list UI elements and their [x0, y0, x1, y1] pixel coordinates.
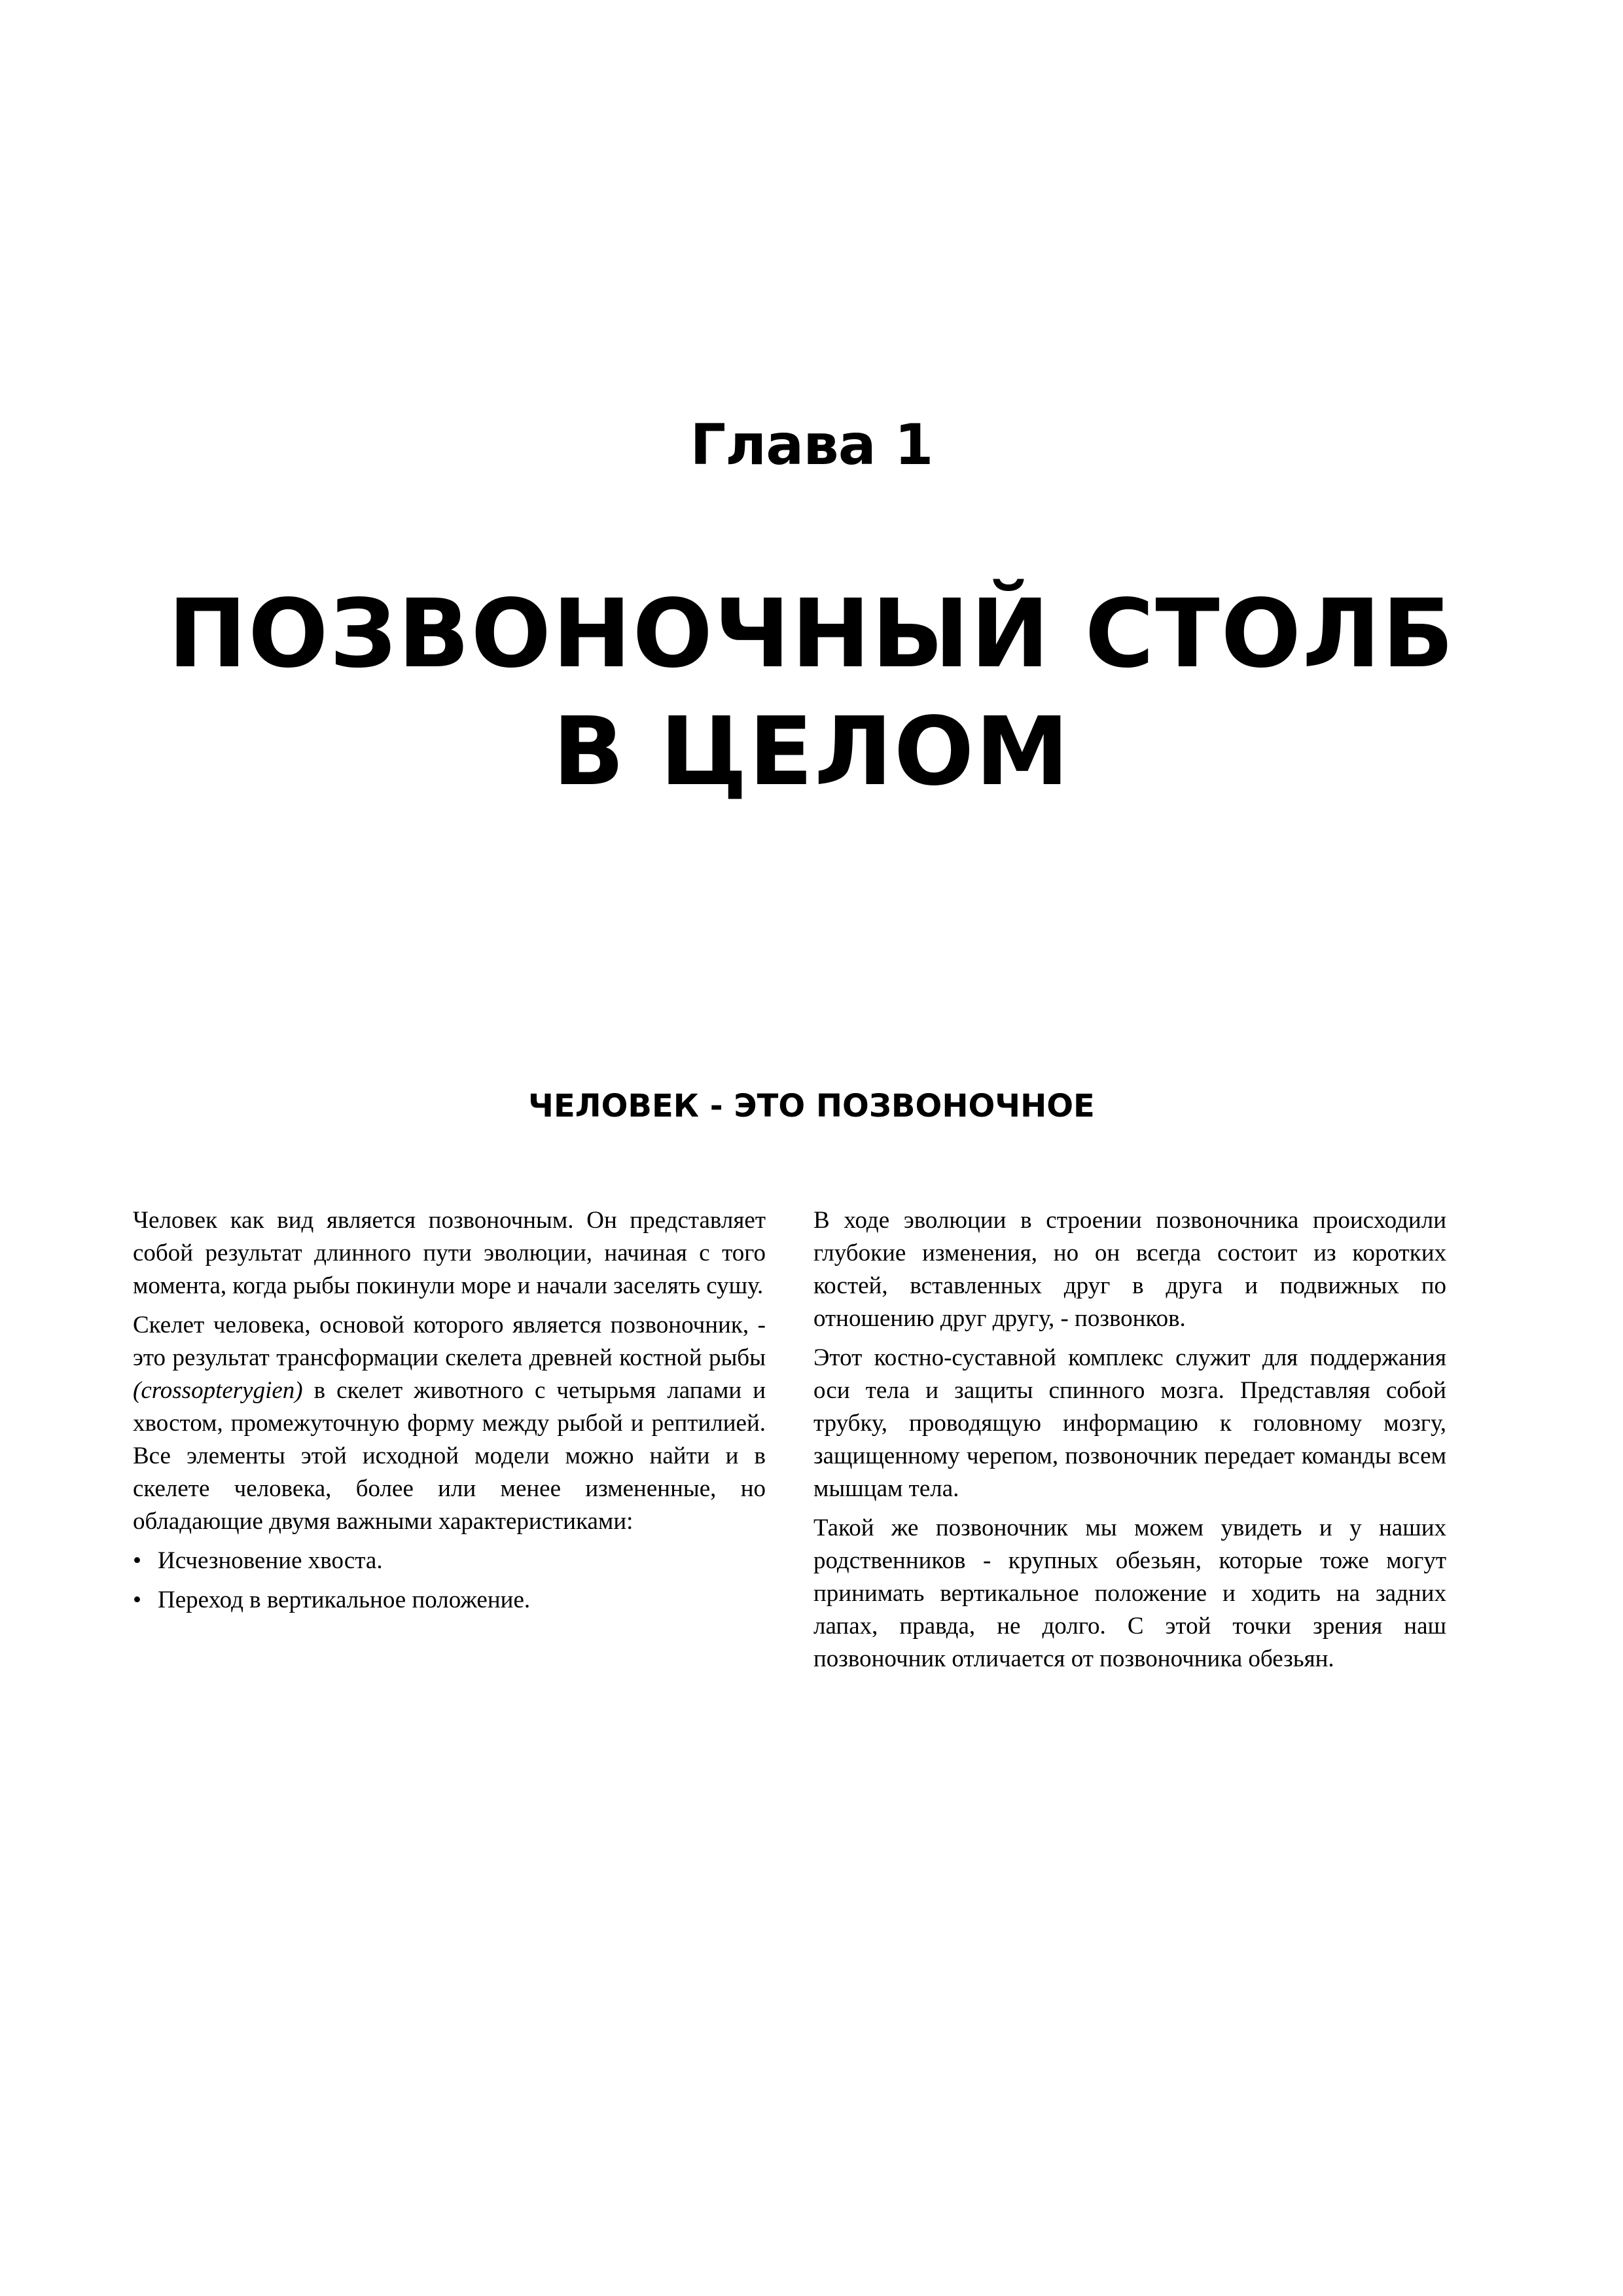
left-paragraph-2-end: в скелет животного с четырьмя лапами и хвостом, промежуточную форму между рыбой и рептилией. Все элементы этой исходной модели можно найти и в скелете человека, более или менее измененные, но обладающие двумя важными характеристиками: [133, 1377, 766, 1535]
right-paragraph-1: В ходе эволюции в строении позвоночника происходили глубокие изменения, но он всегда состоит из коротких костей, вставленных друг в друга и подвижных по отношению друг другу, - позвонков. [813, 1207, 1446, 1332]
right-paragraph-2: Этот костно-суставной комплекс служит для поддержания оси тела и защиты спинного мозга. Представляя собой трубку, проводящую информацию к головному мозгу, защищенному черепом, позвоночник передает команды всем мышцам тела. [813, 1344, 1446, 1502]
right-column [813, 1204, 1446, 1682]
list-item: • Переход в вертикальное положение. [133, 1584, 766, 1617]
characteristics-list [133, 1545, 766, 1617]
chapter-label: Глава 1 [690, 412, 933, 478]
left-paragraph-1: Человек как вид является позвоночным. Он представляет собой результат длинного пути эволюции, начиная с того момента, когда рыбы покинули море и начали заселять сушу. [133, 1207, 766, 1299]
chapter-title [0, 575, 1623, 810]
latin-term: (crossopterygien) [133, 1377, 303, 1404]
left-paragraph-2-start: Скелет человека, основой которого является позвоночник, - это результат трансформации скелета древней костной рыбы [133, 1312, 766, 1371]
section-title: ЧЕЛОВЕК - ЭТО ПОЗВОНОЧНОЕ [528, 1088, 1095, 1124]
left-paragraph-2 [133, 1309, 766, 1538]
chapter-title-line-1: ПОЗВОНОЧНЫЙ СТОЛБ [168, 579, 1455, 689]
right-paragraph-3: Такой же позвоночник мы можем увидеть и у наших родственников - крупных обезьян, которые тоже могут принимать вертикальное положение и ходить на задних лапах, правда, не долго. С этой точки зрения наш позвоночник отличается от позвоночника обезьян. [813, 1515, 1446, 1672]
chapter-title-line-2: В ЦЕЛОМ [552, 696, 1071, 806]
left-column [133, 1204, 766, 1623]
list-item: • Исчезновение хвоста. [133, 1545, 766, 1577]
